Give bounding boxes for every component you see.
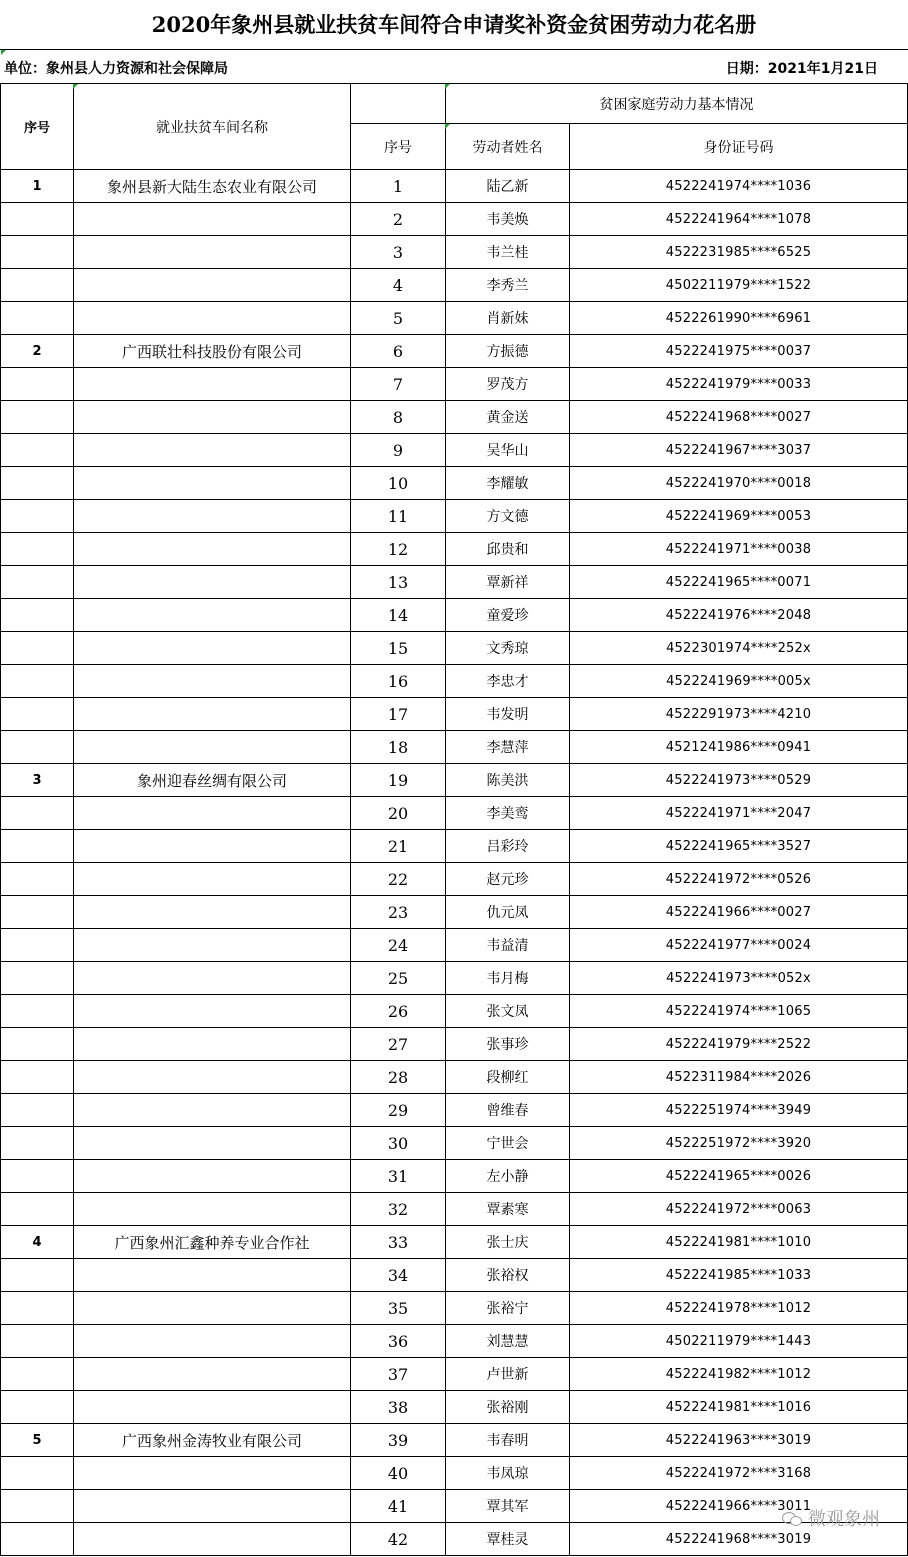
watermark: [782, 1505, 880, 1531]
worker-seq-cell: 12: [351, 533, 446, 566]
worker-seq-cell: 40: [351, 1457, 446, 1490]
worker-name-cell: 韦凤琼: [446, 1457, 570, 1490]
worker-name-cell: 韦发明: [446, 698, 570, 731]
worker-seq-cell: 8: [351, 401, 446, 434]
table-row: [1, 1028, 908, 1061]
workshop-name-cell: 广西联壮科技股份有限公司: [74, 335, 351, 368]
worker-seq-cell: 4: [351, 269, 446, 302]
workshop-name-cell: [74, 1127, 351, 1160]
workshop-name-cell: [74, 599, 351, 632]
worker-name-cell: 张裕权: [446, 1259, 570, 1292]
worker-name-cell: 张文凤: [446, 995, 570, 1028]
workshop-index-cell: [1, 962, 74, 995]
worker-seq-cell: 6: [351, 335, 446, 368]
table-row: [1, 401, 908, 434]
worker-name-cell: 吴华山: [446, 434, 570, 467]
worker-seq-cell: 34: [351, 1259, 446, 1292]
worker-seq-cell: 42: [351, 1523, 446, 1556]
workshop-index-cell: 4: [1, 1226, 74, 1259]
table-row: [1, 533, 908, 566]
worker-seq-cell: 15: [351, 632, 446, 665]
worker-name-cell: 李美鸾: [446, 797, 570, 830]
workshop-name-cell: [74, 500, 351, 533]
workshop-index-cell: [1, 566, 74, 599]
worker-seq-cell: 18: [351, 731, 446, 764]
workshop-index-cell: [1, 896, 74, 929]
workshop-name-cell: [74, 401, 351, 434]
worker-seq-cell: 13: [351, 566, 446, 599]
unit-label: 单位：象州县人力资源和社会保障局: [4, 61, 228, 77]
workshop-name-cell: [74, 1160, 351, 1193]
workshop-index-cell: [1, 368, 74, 401]
worker-name-cell: 文秀琼: [446, 632, 570, 665]
header-empty: [351, 84, 446, 124]
workshop-name-cell: [74, 269, 351, 302]
workshop-index-cell: [1, 995, 74, 1028]
table-row: [1, 1061, 908, 1094]
worker-id-cell: 4522291973****4210: [570, 698, 908, 731]
workshop-index-cell: [1, 797, 74, 830]
worker-id-cell: 4521241986****0941: [570, 731, 908, 764]
worker-id-cell: 4522241968****0027: [570, 401, 908, 434]
workshop-index-cell: 5: [1, 1424, 74, 1457]
worker-name-cell: 左小静: [446, 1160, 570, 1193]
table-row: [1, 1193, 908, 1226]
worker-id-cell: 4522241985****1033: [570, 1259, 908, 1292]
worker-id-cell: 4522301974****252x: [570, 632, 908, 665]
table-row: [1, 368, 908, 401]
workshop-name-cell: [74, 962, 351, 995]
workshop-name-cell: 象州迎春丝绸有限公司: [74, 764, 351, 797]
workshop-index-cell: [1, 1325, 74, 1358]
workshop-index-cell: 1: [1, 170, 74, 203]
table-row: [1, 1160, 908, 1193]
workshop-name-cell: 象州县新大陆生态农业有限公司: [74, 170, 351, 203]
worker-id-cell: 4522241964****1078: [570, 203, 908, 236]
table-row: [1, 1325, 908, 1358]
roster-body: [1, 170, 908, 1556]
workshop-index-cell: 3: [1, 764, 74, 797]
workshop-index-cell: [1, 302, 74, 335]
workshop-index-cell: [1, 1094, 74, 1127]
workshop-index-cell: [1, 1391, 74, 1424]
table-row: [1, 302, 908, 335]
worker-id-cell: 4522241966****0027: [570, 896, 908, 929]
worker-name-cell: 覃桂灵: [446, 1523, 570, 1556]
workshop-index-cell: [1, 1028, 74, 1061]
workshop-index-cell: [1, 401, 74, 434]
table-row: [1, 1292, 908, 1325]
worker-seq-cell: 27: [351, 1028, 446, 1061]
table-row: [1, 731, 908, 764]
worker-name-cell: 韦月梅: [446, 962, 570, 995]
worker-id-cell: 4522261990****6961: [570, 302, 908, 335]
worker-seq-cell: 38: [351, 1391, 446, 1424]
table-row: [1, 434, 908, 467]
workshop-name-cell: [74, 1292, 351, 1325]
worker-id-cell: 4522241965****0026: [570, 1160, 908, 1193]
worker-name-cell: 邱贵和: [446, 533, 570, 566]
worker-name-cell: 陈美洪: [446, 764, 570, 797]
worker-seq-cell: 32: [351, 1193, 446, 1226]
worker-seq-cell: 22: [351, 863, 446, 896]
worker-id-cell: 4522251974****3949: [570, 1094, 908, 1127]
workshop-index-cell: [1, 830, 74, 863]
workshop-name-cell: [74, 533, 351, 566]
worker-id-cell: 4522241969****0053: [570, 500, 908, 533]
page-title: 2020年象州县就业扶贫车间符合申请奖补资金贫困劳动力花名册: [0, 0, 908, 50]
workshop-name-cell: [74, 797, 351, 830]
workshop-name-cell: [74, 995, 351, 1028]
workshop-index-cell: [1, 434, 74, 467]
worker-seq-cell: 31: [351, 1160, 446, 1193]
worker-id-cell: 4522241971****2047: [570, 797, 908, 830]
worker-name-cell: 韦益清: [446, 929, 570, 962]
worker-seq-cell: 41: [351, 1490, 446, 1523]
workshop-name-cell: [74, 1028, 351, 1061]
table-row: [1, 1490, 908, 1523]
worker-seq-cell: 33: [351, 1226, 446, 1259]
worker-id-cell: 4522241979****2522: [570, 1028, 908, 1061]
table-row: [1, 599, 908, 632]
worker-seq-cell: 23: [351, 896, 446, 929]
worker-id-cell: 4522241965****3527: [570, 830, 908, 863]
worker-name-cell: 童爱珍: [446, 599, 570, 632]
table-row: [1, 797, 908, 830]
worker-name-cell: 李忠才: [446, 665, 570, 698]
workshop-name-cell: [74, 698, 351, 731]
workshop-index-cell: [1, 1457, 74, 1490]
workshop-name-cell: 广西象州汇鑫种养专业合作社: [74, 1226, 351, 1259]
workshop-index-cell: [1, 731, 74, 764]
workshop-index-cell: [1, 1259, 74, 1292]
workshop-index-cell: [1, 698, 74, 731]
worker-name-cell: 张裕宁: [446, 1292, 570, 1325]
worker-id-cell: 4522241972****0526: [570, 863, 908, 896]
table-row: [1, 566, 908, 599]
worker-seq-cell: 14: [351, 599, 446, 632]
worker-seq-cell: 24: [351, 929, 446, 962]
wechat-icon: [782, 1510, 802, 1526]
worker-seq-cell: 2: [351, 203, 446, 236]
worker-id-cell: 4522241977****0024: [570, 929, 908, 962]
table-row: [1, 665, 908, 698]
worker-seq-cell: 3: [351, 236, 446, 269]
worker-name-cell: 刘慧慧: [446, 1325, 570, 1358]
worker-name-cell: 段柳红: [446, 1061, 570, 1094]
workshop-index-cell: [1, 1160, 74, 1193]
watermark-text: 微观象州: [808, 1509, 880, 1530]
workshop-index-cell: [1, 467, 74, 500]
header-id: 身份证号码: [570, 124, 908, 170]
worker-name-cell: 张裕刚: [446, 1391, 570, 1424]
workshop-index-cell: [1, 863, 74, 896]
table-row: [1, 962, 908, 995]
worker-seq-cell: 17: [351, 698, 446, 731]
worker-id-cell: 4522241975****0037: [570, 335, 908, 368]
table-row: [1, 1358, 908, 1391]
table-row: [1, 995, 908, 1028]
worker-id-cell: 4522241973****052x: [570, 962, 908, 995]
table-row: [1, 830, 908, 863]
table-row: [1, 269, 908, 302]
workshop-index-cell: [1, 1523, 74, 1556]
worker-name-cell: 罗茂方: [446, 368, 570, 401]
workshop-name-cell: [74, 896, 351, 929]
workshop-index-cell: [1, 1292, 74, 1325]
table-row: [1, 929, 908, 962]
roster-table: [0, 83, 908, 1556]
header-index: 序号: [1, 84, 74, 170]
worker-id-cell: 4522311984****2026: [570, 1061, 908, 1094]
worker-id-cell: 4522251972****3920: [570, 1127, 908, 1160]
worker-id-cell: 4522241968****3019: [570, 1523, 908, 1556]
workshop-name-cell: [74, 1325, 351, 1358]
worker-id-cell: 4522241978****1012: [570, 1292, 908, 1325]
table-row: [1, 1523, 908, 1556]
worker-name-cell: 卢世新: [446, 1358, 570, 1391]
worker-seq-cell: 30: [351, 1127, 446, 1160]
workshop-name-cell: [74, 302, 351, 335]
subheader: [0, 50, 908, 83]
header-group: 贫困家庭劳动力基本情况: [446, 84, 908, 124]
worker-name-cell: 张士庆: [446, 1226, 570, 1259]
table-row: [1, 170, 908, 203]
workshop-name-cell: [74, 1193, 351, 1226]
table-row: [1, 1226, 908, 1259]
date-label: 日期：2021年1月21日: [725, 61, 878, 77]
table-row: [1, 863, 908, 896]
worker-name-cell: 吕彩玲: [446, 830, 570, 863]
workshop-name-cell: [74, 566, 351, 599]
worker-name-cell: 陆乙新: [446, 170, 570, 203]
workshop-name-cell: [74, 1061, 351, 1094]
workshop-name-cell: [74, 1490, 351, 1523]
worker-id-cell: 4502211979****1522: [570, 269, 908, 302]
worker-id-cell: 4522241973****0529: [570, 764, 908, 797]
worker-name-cell: 仇元凤: [446, 896, 570, 929]
table-row: [1, 1094, 908, 1127]
worker-id-cell: 4522241969****005x: [570, 665, 908, 698]
workshop-index-cell: [1, 533, 74, 566]
worker-name-cell: 李慧萍: [446, 731, 570, 764]
table-row: [1, 1457, 908, 1490]
workshop-index-cell: [1, 1490, 74, 1523]
workshop-index-cell: [1, 500, 74, 533]
worker-seq-cell: 36: [351, 1325, 446, 1358]
worker-name-cell: 覃其军: [446, 1490, 570, 1523]
workshop-index-cell: [1, 1127, 74, 1160]
workshop-name-cell: [74, 1457, 351, 1490]
worker-seq-cell: 26: [351, 995, 446, 1028]
table-row: [1, 698, 908, 731]
worker-name-cell: 肖新妹: [446, 302, 570, 335]
cell-comment-marker: [445, 84, 450, 89]
workshop-name-cell: [74, 1523, 351, 1556]
workshop-name-cell: [74, 368, 351, 401]
worker-name-cell: 赵元珍: [446, 863, 570, 896]
table-row: [1, 632, 908, 665]
table-row: [1, 236, 908, 269]
worker-name-cell: 张事珍: [446, 1028, 570, 1061]
worker-seq-cell: 20: [351, 797, 446, 830]
workshop-name-cell: [74, 830, 351, 863]
worker-id-cell: 4522241979****0033: [570, 368, 908, 401]
worker-id-cell: 4522241981****1016: [570, 1391, 908, 1424]
worker-name-cell: 方文德: [446, 500, 570, 533]
worker-name-cell: 李耀敏: [446, 467, 570, 500]
worker-seq-cell: 11: [351, 500, 446, 533]
worker-seq-cell: 7: [351, 368, 446, 401]
worker-id-cell: 4522241972****0063: [570, 1193, 908, 1226]
header-worker: 劳动者姓名: [446, 124, 570, 170]
cell-comment-marker: [73, 84, 78, 89]
worker-seq-cell: 39: [351, 1424, 446, 1457]
table-row: [1, 1424, 908, 1457]
workshop-name-cell: [74, 236, 351, 269]
workshop-name-cell: [74, 467, 351, 500]
workshop-name-cell: [74, 1358, 351, 1391]
worker-name-cell: 韦美焕: [446, 203, 570, 236]
worker-name-cell: 曾维春: [446, 1094, 570, 1127]
worker-id-cell: 4502211979****1443: [570, 1325, 908, 1358]
workshop-index-cell: [1, 236, 74, 269]
cell-comment-marker: [445, 124, 450, 129]
worker-seq-cell: 19: [351, 764, 446, 797]
workshop-name-cell: [74, 632, 351, 665]
table-row: [1, 764, 908, 797]
worker-seq-cell: 5: [351, 302, 446, 335]
worker-seq-cell: 25: [351, 962, 446, 995]
workshop-name-cell: [74, 863, 351, 896]
table-row: [1, 1391, 908, 1424]
worker-id-cell: 4522241976****2048: [570, 599, 908, 632]
workshop-index-cell: [1, 1061, 74, 1094]
worker-seq-cell: 21: [351, 830, 446, 863]
table-row: [1, 896, 908, 929]
worker-name-cell: 覃新祥: [446, 566, 570, 599]
worker-id-cell: 4522241965****0071: [570, 566, 908, 599]
workshop-name-cell: [74, 203, 351, 236]
worker-name-cell: 方振德: [446, 335, 570, 368]
workshop-name-cell: [74, 731, 351, 764]
worker-seq-cell: 16: [351, 665, 446, 698]
worker-seq-cell: 28: [351, 1061, 446, 1094]
worker-id-cell: 4522241974****1036: [570, 170, 908, 203]
cell-comment-marker: [1, 50, 6, 55]
workshop-name-cell: [74, 1094, 351, 1127]
worker-id-cell: 4522241974****1065: [570, 995, 908, 1028]
worker-id-cell: 4522241963****3019: [570, 1424, 908, 1457]
table-row: [1, 1259, 908, 1292]
workshop-name-cell: [74, 929, 351, 962]
worker-id-cell: 4522241981****1010: [570, 1226, 908, 1259]
workshop-index-cell: [1, 665, 74, 698]
worker-id-cell: 4522241972****3168: [570, 1457, 908, 1490]
worker-id-cell: 4522241982****1012: [570, 1358, 908, 1391]
worker-seq-cell: 9: [351, 434, 446, 467]
worker-name-cell: 韦兰桂: [446, 236, 570, 269]
worker-name-cell: 覃素寒: [446, 1193, 570, 1226]
workshop-name-cell: [74, 1259, 351, 1292]
worker-id-cell: 4522231985****6525: [570, 236, 908, 269]
table-row: [1, 467, 908, 500]
worker-name-cell: 宁世会: [446, 1127, 570, 1160]
workshop-name-cell: [74, 665, 351, 698]
workshop-index-cell: [1, 632, 74, 665]
worker-seq-cell: 35: [351, 1292, 446, 1325]
workshop-index-cell: [1, 203, 74, 236]
worker-seq-cell: 29: [351, 1094, 446, 1127]
worker-seq-cell: 1: [351, 170, 446, 203]
table-row: [1, 1127, 908, 1160]
workshop-name-cell: [74, 434, 351, 467]
workshop-name-cell: [74, 1391, 351, 1424]
worker-name-cell: 黄金送: [446, 401, 570, 434]
table-row: [1, 500, 908, 533]
workshop-index-cell: [1, 269, 74, 302]
header-seq: 序号: [351, 124, 446, 170]
header-workshop: 就业扶贫车间名称: [74, 84, 351, 170]
worker-id-cell: 4522241966****3011: [570, 1490, 908, 1523]
worker-id-cell: 4522241970****0018: [570, 467, 908, 500]
worker-id-cell: 4522241967****3037: [570, 434, 908, 467]
worker-seq-cell: 37: [351, 1358, 446, 1391]
workshop-index-cell: 2: [1, 335, 74, 368]
workshop-index-cell: [1, 1193, 74, 1226]
workshop-index-cell: [1, 1358, 74, 1391]
table-row: [1, 203, 908, 236]
workshop-index-cell: [1, 599, 74, 632]
worker-seq-cell: 10: [351, 467, 446, 500]
worker-name-cell: 韦春明: [446, 1424, 570, 1457]
worker-name-cell: 李秀兰: [446, 269, 570, 302]
workshop-name-cell: 广西象州金涛牧业有限公司: [74, 1424, 351, 1457]
worker-id-cell: 4522241971****0038: [570, 533, 908, 566]
workshop-index-cell: [1, 929, 74, 962]
table-row: [1, 335, 908, 368]
